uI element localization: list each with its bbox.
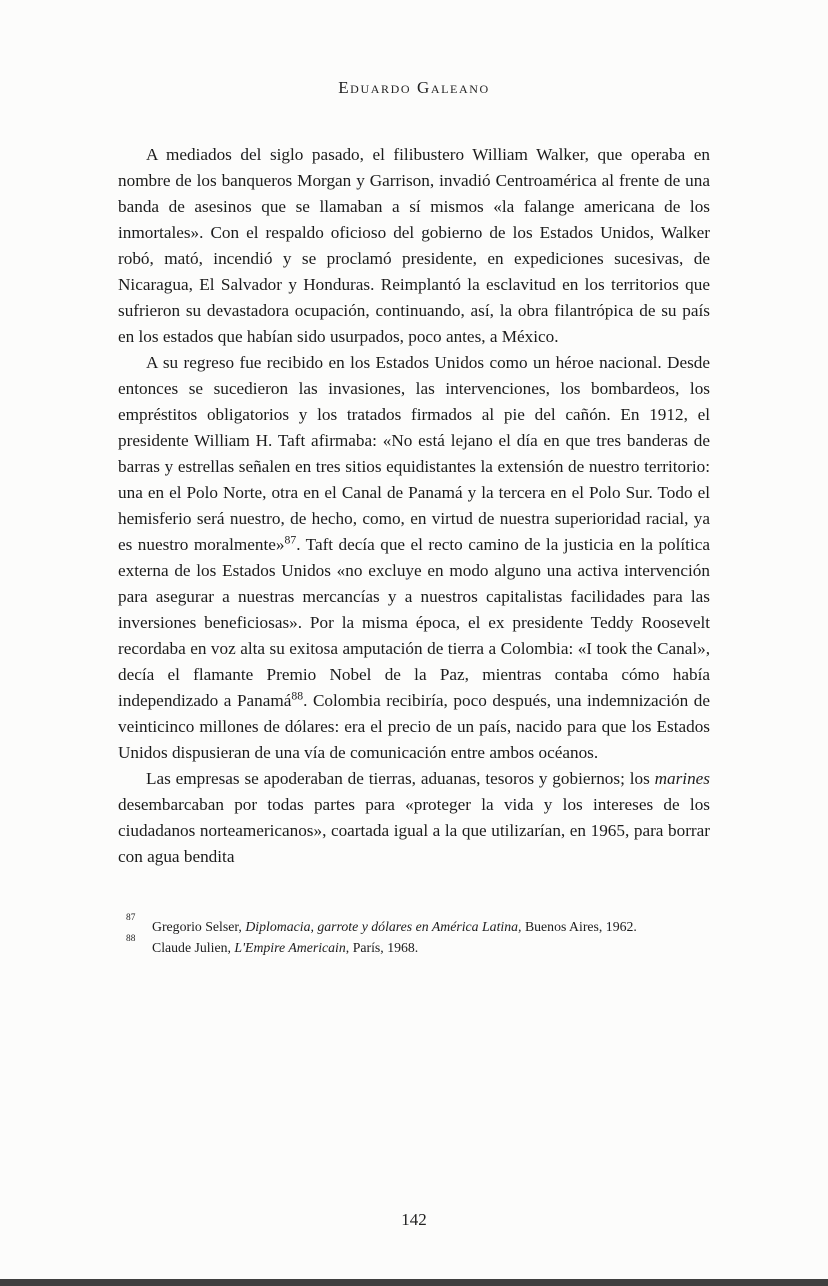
paragraph-1 bbox=[118, 142, 710, 350]
footnote-reference-88: 88 bbox=[291, 689, 304, 703]
text-segment: A su regreso fue recibido en los Estados Unidos como un héroe nacional. Desde entonces se sucedieron las invasiones, las intervenciones, los bombardeos, los empréstitos obligatorios y los tratados firmados al pie del cañón. En 1912, el presidente William H. Taft afirmaba: «No está lejano el día en que tres banderas de barras y estrellas señalen en tres sitios equidistantes la extensión de nuestro territorio: una en el Polo Norte, otra en el Canal de Panamá y la tercera en el Polo Sur. Todo el hemisferio será nuestro, de hecho, como, en virtud de nuestra superioridad racial, ya es nuestro moralmente» bbox=[118, 353, 710, 554]
page-number: 142 bbox=[401, 1210, 427, 1229]
text-segment: Buenos Aires, 1962. bbox=[521, 919, 637, 934]
text-segment: . Colombia recibiría, poco después, una indemnización de veinticinco millones de dólares: era el precio de un país, nacido para que los Estados Unidos dispusieran de una vía de comunicación entre ambos océanos. bbox=[118, 691, 710, 762]
text-segment: desembarcaban por todas partes para «proteger la vida y los intereses de los ciudadanos norteamericanos», coartada igual a la que utilizarían, en 1965, para borrar con agua bendita bbox=[118, 795, 710, 866]
text-segment: , París, 1968. bbox=[345, 940, 419, 955]
body-text bbox=[118, 142, 710, 870]
footnote-reference-87: 87 bbox=[284, 533, 297, 547]
paragraph-3 bbox=[118, 766, 710, 870]
footnotes-block bbox=[118, 913, 710, 958]
page-bottom-edge bbox=[0, 1279, 828, 1286]
text-segment: . Taft decía que el recto camino de la justicia en la política externa de los Estados Unidos «no excluye en modo alguno una activa intervención para asegurar a nuestras mercancías y a nuestros capitalistas facilidades para las inversiones beneficiosas». Por la misma época, el ex presidente Teddy Roosevelt recordaba en voz alta su exitosa amputación de tierra a Colombia: «I took the Canal», decía el flamante Premio Nobel de la Paz, mientras contaba cómo había independizado a Panamá bbox=[118, 535, 710, 710]
italic-text-segment: marines bbox=[654, 769, 710, 788]
footnote-88: 88 Claude Julien, L'Empire Americain, París, 1968. bbox=[126, 934, 419, 955]
running-header: Eduardo Galeano bbox=[338, 78, 490, 97]
text-segment: Claude Julien, bbox=[152, 940, 235, 955]
footnote-87: 87 Gregorio Selser, Diplomacia, garrote y dólares en América Latina, Buenos Aires, 1962. bbox=[126, 913, 637, 934]
italic-text-segment: L'Empire Americain bbox=[234, 940, 346, 955]
text-segment: A mediados del siglo pasado, el filibustero William Walker, que operaba en nombre de los banqueros Morgan y Garrison, invadió Centroamérica al frente de una banda de asesinos que se llamaban a sí mismos «la falange americana de los inmortales». Con el respaldo oficioso del gobierno de los Estados Unidos, Walker robó, mató, incendió y se proclamó presidente, en expediciones sucesivas, de Nicaragua, El Salvador y Honduras. Reimplantó la esclavitud en los territorios que sufrieron su devastadora ocupación, continuando, así, la obra filantrópica de su país en los estados que habían sido usurpados, poco antes, a México. bbox=[118, 145, 710, 346]
text-segment: Las empresas se apoderaban de tierras, aduanas, tesoros y gobiernos; los bbox=[146, 769, 655, 788]
text-segment: Gregorio Selser, bbox=[152, 919, 246, 934]
italic-text-segment: Diplomacia, garrote y dólares en América Latina, bbox=[245, 919, 522, 934]
paragraph-2 bbox=[118, 350, 710, 766]
